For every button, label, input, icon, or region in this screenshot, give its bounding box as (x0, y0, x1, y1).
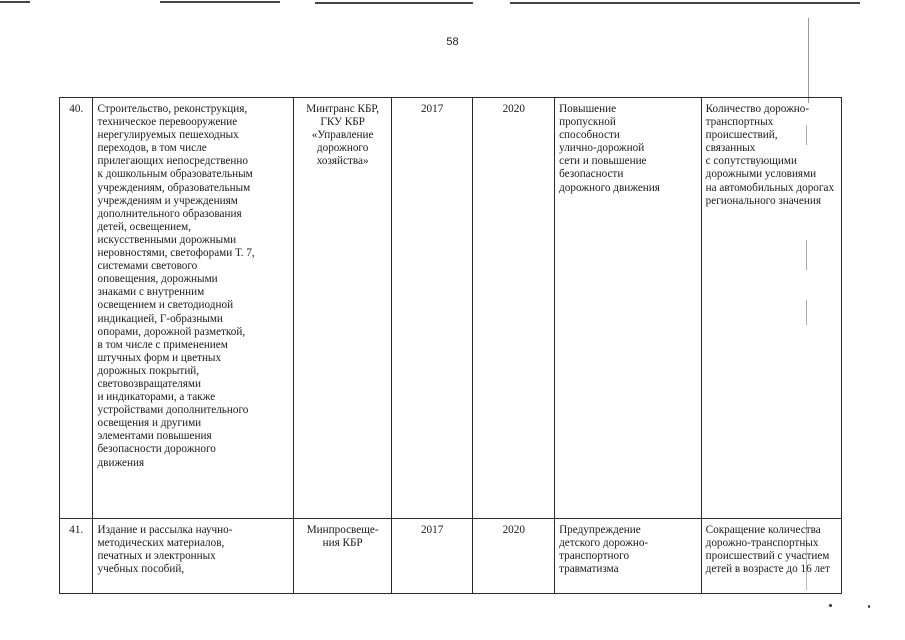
scan-artifact (315, 2, 473, 4)
responsible-executor: Минпросвеще- ния КБР (294, 519, 391, 594)
indicator: Количество дорожно- транспортных происшествий, связанных с сопутствующими дорожными условиями на автомобильных дорогах регионального значения (701, 98, 841, 519)
page-number: 58 (446, 36, 459, 48)
measure-description: Издание и рассылка научно- методических материалов, печатных и электронных учебных пособий, (93, 519, 294, 594)
table-row (60, 98, 842, 519)
start-year: 2017 (391, 98, 473, 519)
scan-artifact (808, 18, 809, 103)
row-number: 40. (60, 98, 93, 519)
end-year: 2020 (473, 98, 555, 519)
end-year: 2020 (473, 519, 555, 594)
scan-artifact (829, 604, 832, 607)
start-year: 2017 (391, 519, 473, 594)
scan-artifact (0, 1, 30, 3)
row-number: 41. (60, 519, 93, 594)
scan-artifact (510, 2, 860, 4)
expected-result: Предупреждение детского дорожно- транспортного травматизма (555, 519, 702, 594)
scan-artifact (160, 1, 280, 3)
measures-table (59, 97, 842, 594)
measure-description: Строительство, реконструкция, техническое перевооружение нерегулируемых пешеходных переходов, в том числе прилегающих непосредственно к дошкольным образовательным учреждениям, образовательным учреждениям и учреждениям дополнительного образования детей, освещением, искусственными дорожными неровностями, светофорами Т. 7, системами светового оповещения, дорожными знаками с внутренним освещением и светодиодной индикацией, Г-образными опорами, дорожной разметкой, в том числе с применением штучных форм и цветных дорожных покрытий, световозвращателями и индикаторами, а также устройствами дополнительного освещения и другими элементами повышения безопасности дорожного движения (93, 98, 294, 519)
expected-result: Повышение пропускной способности улично-дорожной сети и повышение безопасности дорожного движения (555, 98, 702, 519)
indicator: Сокращение количества дорожно-транспортных происшествий с участием детей в возрасте до 16 лет (701, 519, 841, 594)
responsible-executor: Минтранс КБР, ГКУ КБР «Управление дорожного хозяйства» (294, 98, 391, 519)
scan-artifact (868, 605, 870, 608)
table-row (60, 519, 842, 594)
